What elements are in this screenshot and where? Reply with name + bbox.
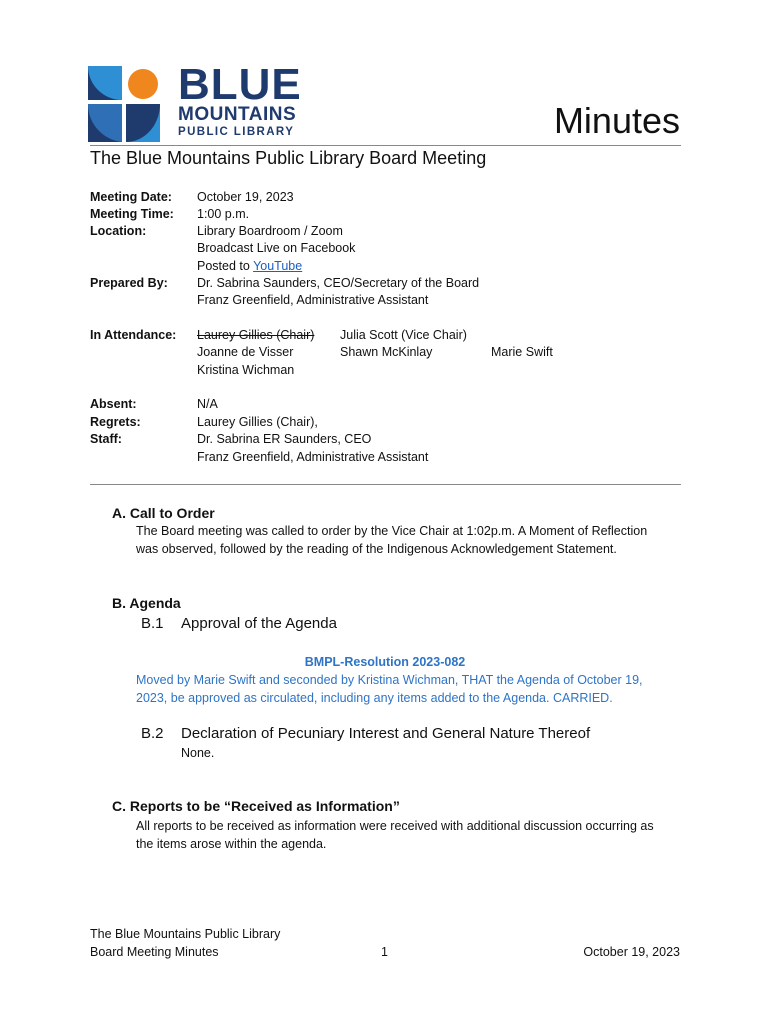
section-a-line: The Board meeting was called to order by the Vice Chair at 1:02p.m. A Moment of Reflection [136, 524, 648, 538]
location-line: Library Boardroom / Zoom [197, 224, 343, 238]
regrets-label: Regrets: [90, 415, 141, 429]
meeting-time-label: Meeting Time: [90, 207, 174, 221]
resolution-title: BMPL-Resolution 2023-082 [304, 655, 466, 669]
library-logo-icon [88, 66, 168, 142]
attendee: Julia Scott (Vice Chair) [340, 328, 467, 342]
meeting-date-value: October 19, 2023 [197, 190, 294, 204]
attendee: Marie Swift [491, 345, 553, 359]
prepared-by-label: Prepared By: [90, 276, 168, 290]
footer-date: October 19, 2023 [583, 945, 680, 959]
section-c-heading: C. Reports to be “Received as Information” [112, 798, 400, 814]
meeting-date-label: Meeting Date: [90, 190, 172, 204]
prepared-by-line: Franz Greenfield, Administrative Assistant [197, 293, 429, 307]
footer-left-line: The Blue Mountains Public Library [90, 927, 281, 941]
absent-value: N/A [197, 397, 218, 411]
logo-text-blue: BLUE [178, 60, 302, 109]
section-c-line: the items arose within the agenda. [136, 837, 327, 851]
meeting-time-value: 1:00 p.m. [197, 207, 250, 221]
section-a-heading: A. Call to Order [112, 505, 215, 521]
posted-prefix: Posted to [197, 259, 254, 273]
prepared-by-line: Dr. Sabrina Saunders, CEO/Secretary of the Board [197, 276, 480, 290]
section-a-line: was observed, followed by the reading of the Indigenous Acknowledgement Statement. [136, 542, 617, 556]
item-b2-body: None. [181, 746, 215, 760]
item-b1-title: Approval of the Agenda [181, 615, 337, 632]
absent-label: Absent: [90, 397, 137, 411]
location-label: Location: [90, 224, 147, 238]
location-line: Broadcast Live on Facebook [197, 241, 356, 255]
library-logo [88, 60, 302, 142]
item-b1-number: B.1 [141, 615, 164, 632]
resolution-line: 2023, be approved as circulated, including any items added to the Agenda. CARRIED. [136, 691, 613, 705]
logo-text-mountains: MOUNTAINS [178, 104, 297, 125]
posted-line [197, 259, 302, 273]
footer-left-line: Board Meeting Minutes [90, 945, 219, 959]
regrets-value: Laurey Gillies (Chair), [197, 415, 318, 429]
attendee: Shawn McKinlay [340, 345, 433, 359]
staff-label: Staff: [90, 432, 122, 446]
attendee: Kristina Wichman [197, 363, 295, 377]
document-subtitle: The Blue Mountains Public Library Board Meeting [90, 148, 487, 168]
staff-line: Franz Greenfield, Administrative Assistant [197, 450, 429, 464]
attendee: Laurey Gillies (Chair) [197, 328, 315, 342]
attendance-label: In Attendance: [90, 328, 177, 342]
item-b2-number: B.2 [141, 725, 164, 742]
resolution-line: Moved by Marie Swift and seconded by Kristina Wichman, THAT the Agenda of October 19, [136, 673, 643, 687]
item-b2-title: Declaration of Pecuniary Interest and General Nature Thereof [181, 725, 591, 742]
section-rule [90, 484, 681, 485]
section-b-heading: B. Agenda [112, 595, 181, 611]
staff-line: Dr. Sabrina ER Saunders, CEO [197, 432, 372, 446]
attendee: Joanne de Visser [197, 345, 294, 359]
title-rule [90, 145, 681, 146]
section-c-line: All reports to be received as information were received with additional discussion occurring as [136, 819, 654, 833]
page-number: 1 [381, 945, 388, 959]
youtube-link[interactable]: YouTube [253, 259, 303, 273]
logo-text-public-library: PUBLIC LIBRARY [178, 126, 295, 138]
document-title: Minutes [553, 100, 680, 141]
